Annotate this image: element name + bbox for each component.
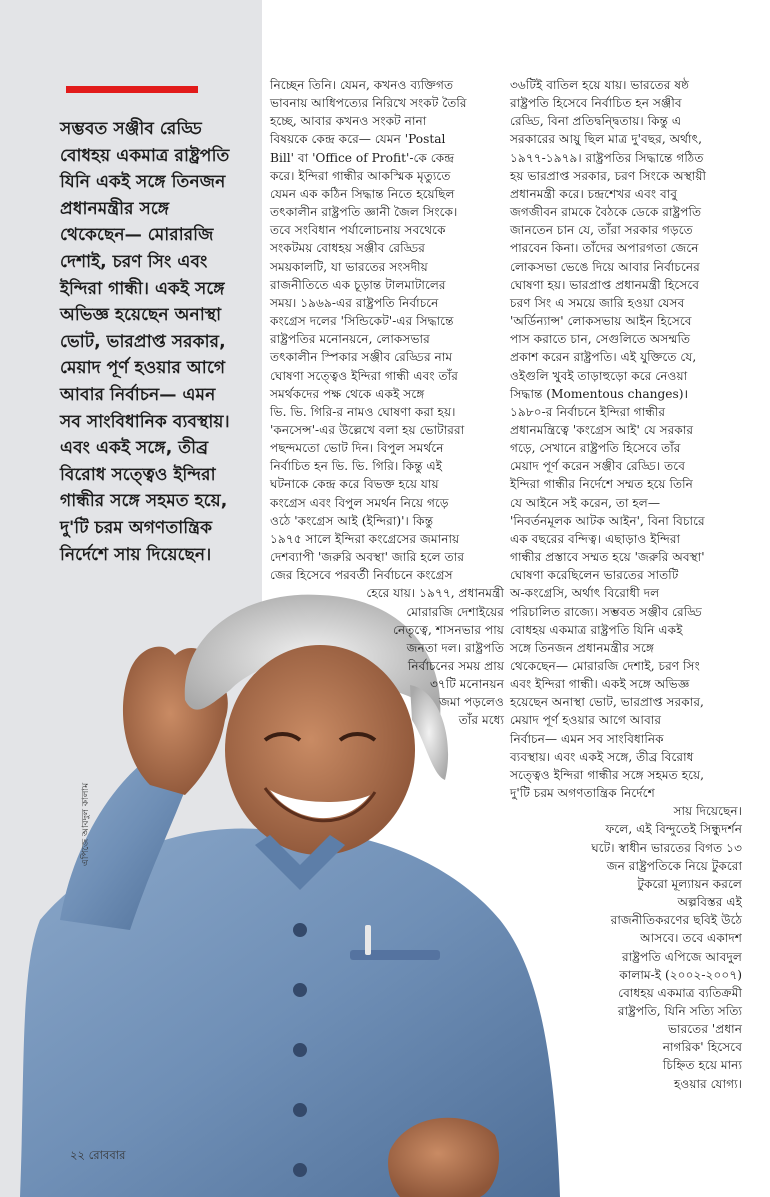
column-1-line: ৩৭টি মনোনয়ন [429,677,504,692]
column-2-line: বোধহয় একমাত্র রাষ্ট্রপতি যিনি একই [510,622,683,637]
column-2-line: প্রধানমন্ত্রিত্বে 'কংগ্রেস আই' যে সরকার [510,422,694,437]
column-2-line: এক বছরের বন্দিত্ব। এছাড়াও ইন্দিরা [510,531,681,546]
column-2-line: গান্ধীর প্রস্তাবে সম্মত হয়ে 'জরুরি অবস্থা' [510,550,705,565]
column-2-line: ওইগুলি খুবই তাড়াহুড়ো করে নেওয়া [510,368,688,383]
column-1-line: হেরে যায়। ১৯৭৭, প্রধানমন্ত্রী [366,586,504,601]
pull-quote-line: মেয়াদ পূর্ণ হওয়ার আগে [60,358,226,379]
pull-quote-line: প্রধানমন্ত্রীর সঙ্গে [60,198,170,219]
pull-quote-line: সম্ভবত সঞ্জীব রেড্ডি [60,119,202,139]
column-2-line: লোকসভা ভেঙে দিয়ে আবার নির্বাচনের [510,259,700,274]
column-2-line: রাষ্ট্রপতি হিসেবে নির্বাচিত হন সঞ্জীব [510,96,682,111]
article-column-1 [270,76,506,730]
column-2-line: ঘটে। স্বাধীন ভারতের বিগত ১৩ [591,840,742,855]
column-2-line: প্রধানমন্ত্রী করে। চন্দ্রশেখর এবং বাবু [510,186,678,201]
column-2-line: সিদ্ধান্ত (Momentous changes)। [510,386,689,401]
column-2-line: নাগরিক' হিসেবে [662,1040,742,1055]
column-2-line: টুকরো মূল্যায়ন করলে [637,876,742,891]
column-1-line: দেশব্যাপী 'জরুরি অবস্থা' জারি হলে তার [270,550,465,565]
column-2-line: বোধহয় একমাত্র ব্যতিক্রমী [618,985,742,1000]
column-1-line: নিচ্ছেন তিনি। যেমন, কখনও ব্যক্তিগত [270,78,454,92]
column-2-line: ইন্দিরা গান্ধীর নির্দেশে সম্মত হয়ে তিনি [510,477,693,492]
column-2-line: সত্ত্বেও ইন্দিরা গান্ধীর সঙ্গে সহমত হয়ে, [510,767,705,782]
column-2-line: ঘোষণা করেছিলেন ভারতের সাতটি [510,568,679,583]
column-1-line: ১৯৭৫ সালে ইন্দিরা কংগ্রেসের জমানায় [270,531,460,546]
column-2-line: ভারতের 'প্রধান [667,1022,742,1037]
pull-quote-line: ভোট, ভারপ্রাপ্ত সরকার, [60,331,226,352]
column-2-line: গড়ে, সেখানে রাষ্ট্রপতি হিসেবে তাঁর [510,441,681,456]
column-2-line: কালাম-ই (২০০২-২০০৭) [619,967,742,982]
article-column-2 [510,76,762,1093]
column-2-line: রেড্ডি, বিনা প্রতিদ্বন্দ্বিতায়। কিন্তু এ [510,114,682,129]
column-1-line: ভি. ভি. গিরি-র নামও ঘোষণা করা হয়। [270,404,456,419]
column-2-line: অ-কংগ্রেসি, অর্থাৎ বিরোধী দল [510,586,660,601]
column-1-line: নির্বাচনের সময় প্রায় [407,659,504,673]
column-2-line: মেয়াদ পূর্ণ করেন সঞ্জীব রেড্ডি। তবে [510,459,685,474]
pull-quote-line: দেশাই, চরণ সিং এবং [60,251,208,272]
column-2-line: থেকেছেন— মোরারজি দেশাই, চরণ সিং [510,659,700,673]
column-2-line: মেয়াদ পূর্ণ হওয়ার আগে আবার [510,713,662,728]
column-2-line: সায় দিয়েছেন। [673,804,742,819]
column-2-line: সঙ্গে তিনজন প্রধানমন্ত্রীর সঙ্গে [510,640,654,655]
column-2-line: সরকারের আয়ু ছিল মাত্র দু'বছর, অর্থাৎ, [510,132,702,147]
column-2-line: পাস করাতে চান, সেগুলিতে অসম্মতি [510,332,691,347]
column-1-line: করে। ইন্দিরা গান্ধীর আকস্মিক মৃত্যুতে [270,168,451,183]
column-2-line: নির্বাচন— এমন সব সাংবিধানিক [510,731,664,746]
pull-quote-line: গান্ধীর সঙ্গে সহমত হয়ে, [60,491,228,512]
column-2-line: ব্যবস্থায়। এবং একই সঙ্গে, তীব্র বিরোধ [510,749,694,764]
column-2-line: জগজীবন রামকে বৈঠকে ডেকে রাষ্ট্রপতি [510,205,702,220]
pull-quote-line: এবং একই সঙ্গে, তীব্র [60,438,209,459]
column-1-line: 'কনসেন্স'-এর উল্লেখে বলা হয় ভোটাররা [270,422,465,437]
column-1-line: কংগ্রেস দলের 'সিন্ডিকেট'-এর সিদ্ধান্তে [270,314,454,329]
column-1-line: নেতৃত্বে, শাসনভার পায় [393,622,504,637]
column-1-line: নির্বাচিত হন ভি. ভি. গিরি। কিন্তু এই [270,459,443,474]
column-2-line: ১৯৮০-র নির্বাচনে ইন্দিরা গান্ধীর [510,404,666,419]
column-2-line: চরণ সিং এ সময়ে জারি হওয়া যেসব [510,295,685,310]
column-1-line: ঘোষণা সত্ত্বেও ইন্দিরা গান্ধী এবং তাঁর [270,368,458,383]
column-2-line: ১৯৭৭-১৯৭৯। রাষ্ট্রপতির সিদ্ধান্তে গঠিত [510,150,704,165]
pull-quote-line: ইন্দিরা গান্ধী। একই সঙ্গে [60,278,225,299]
column-2-line: রাষ্ট্রপতি এপিজে আবদুল [622,949,742,964]
column-1-line: যেমন এক কঠিন সিদ্ধান্ত নিতে হয়েছিল [270,186,455,201]
column-1-line: ভাবনায় আধিপত্যের নিরিখে সংকট তৈরি [270,96,467,111]
column-2-line: হয় ভারপ্রাপ্ত সরকার, চরণ সিংকে অস্থায়ী [510,168,706,183]
column-1-line: তবে সংবিধান পর্যালোচনায় সবথেকে [270,223,446,238]
column-2-line: জানতেন চান যে, তাঁরা সরকার গড়তে [510,223,693,238]
column-2-line: পরিচালিত রাজ্যে। সম্ভবত সঞ্জীব রেড্ডি [510,604,702,619]
red-accent-rule [66,86,198,93]
column-2-line: পারবেন কিনা। তাঁদের অপারগতা জেনে [510,241,699,256]
pull-quote-line: অভিজ্ঞ হয়েছেন অনাস্থা [60,305,222,326]
pull-quote [60,116,260,568]
column-2-line: অল্পবিস্তর এই [677,895,742,910]
column-1-line: মোরারজি দেশাইয়ের [406,604,504,619]
column-1-line: বিষয়কে কেন্দ্র করে— যেমন 'Postal [270,132,446,147]
column-2-line: যে আইনে সই করেন, তা হল— [510,495,661,510]
pull-quote-line: নির্দেশে সায় দিয়েছেন। [60,544,212,565]
column-2-line: রাজনীতিকরণের ছবিই উঠে [610,913,742,928]
page-footer: ২২ রোববার [70,1148,126,1162]
column-2-line: ফলে, এই বিন্দুতেই সিন্ধুদর্শন [605,822,742,837]
column-1-line: কংগ্রেস এবং বিপুল সমর্থন নিয়ে গড়ে [270,495,449,510]
column-1-line: পছন্দমতো ভোট দিন। বিপুল সমর্থনে [270,441,444,456]
column-2-line: দু'টি চরম অগণতান্ত্রিক নির্দেশে [510,786,655,801]
column-1-line: জমা পড়লেও [438,695,504,710]
pull-quote-line: বিরোধ সত্ত্বেও ইন্দিরা [60,464,216,485]
column-1-line: হচ্ছে, আবার কখনও সংকট নানা [270,114,427,129]
column-2-line: ৩৬টিই বাতিল হয়ে যায়। ভারতের ষষ্ঠ [510,78,690,92]
column-1-line: তাঁর মধ্যে [458,713,504,728]
column-1-line: সংকটময় বোধহয় সঞ্জীব রেড্ডির [270,241,425,256]
pull-quote-line: সব সাংবিধানিক ব্যবস্থায়। [60,411,230,432]
pull-quote-line: আবার নির্বাচন— এমন [60,384,216,405]
pull-quote-line: যিনি একই সঙ্গে তিনজন [60,172,226,193]
pull-quote-line: থেকেছেন— মোরারজি [60,225,214,246]
photo-credit-wrap [78,768,92,868]
pull-quote-line: বোধহয় একমাত্র রাষ্ট্রপতি [60,145,230,166]
column-2-line: ঘোষণা হয়। ভারপ্রাপ্ত প্রধানমন্ত্রী হিসেবে [510,277,700,292]
column-2-line: আসবে। তবে একাদশ [640,931,742,946]
column-2-line: হওয়ার যোগ্য। [673,1076,742,1091]
column-1-line: সময়। ১৯৬৯-এর রাষ্ট্রপতি নির্বাচনে [270,295,439,310]
column-1-line: রাজনীতিতে এক চূড়ান্ত টালমাটালের [270,277,446,292]
column-1-line: সমর্থকদের পক্ষ থেকে একই সঙ্গে [270,386,425,401]
column-1-line: জনতা দল। রাষ্ট্রপতি [406,640,504,655]
column-1-line: জের হিসেবে পরবর্তী নির্বাচনে কংগ্রেস [270,568,453,583]
column-2-line: রাষ্ট্রপতি, যিনি সত্যি সত্যি [617,1003,742,1018]
column-1-line: তৎকালীন স্পিকার সঞ্জীব রেড্ডির নাম [270,350,453,365]
column-2-line: 'নিবর্তনমূলক আটক আইন', বিনা বিচারে [510,513,705,528]
column-2-line: 'অর্ডিন্যান্স' লোকসভায় আইন হিসেবে [510,314,692,329]
column-1-line: তৎকালীন রাষ্ট্রপতি জ্ঞানী জৈল সিংকে। [270,205,458,220]
column-2-line: এবং ইন্দিরা গান্ধী। একই সঙ্গে অভিজ্ঞ [510,677,690,692]
photo-credit: এপিজে আবদুল কালাম [81,782,91,866]
pull-quote-line: দু'টি চরম অগণতান্ত্রিক [60,517,213,538]
column-2-line: চিহ্নিত হয়ে মান্য [662,1058,742,1073]
column-2-line: প্রকাশ করেন রাষ্ট্রপতি। এই যুক্তিতে যে, [510,350,697,365]
column-1-line: ওঠে 'কংগ্রেস আই (ইন্দিরা)'। কিন্তু [270,513,434,528]
column-1-line: সময়কালটি, যা ভারতের সংসদীয় [270,259,428,274]
column-2-line: হয়েছেন অনাস্থা ভোট, ভারপ্রাপ্ত সরকার, [510,695,704,710]
column-1-line: Bill' বা 'Office of Profit'-কে কেন্দ্র [270,150,455,165]
column-1-line: রাষ্ট্রপতির মনোনয়নে, লোকসভার [270,332,430,347]
column-2-line: জন রাষ্ট্রপতিকে নিয়ে টুকরো [606,858,742,873]
column-1-line: ঘটনাকে কেন্দ্র করে বিভক্ত হয়ে যায় [270,477,439,492]
